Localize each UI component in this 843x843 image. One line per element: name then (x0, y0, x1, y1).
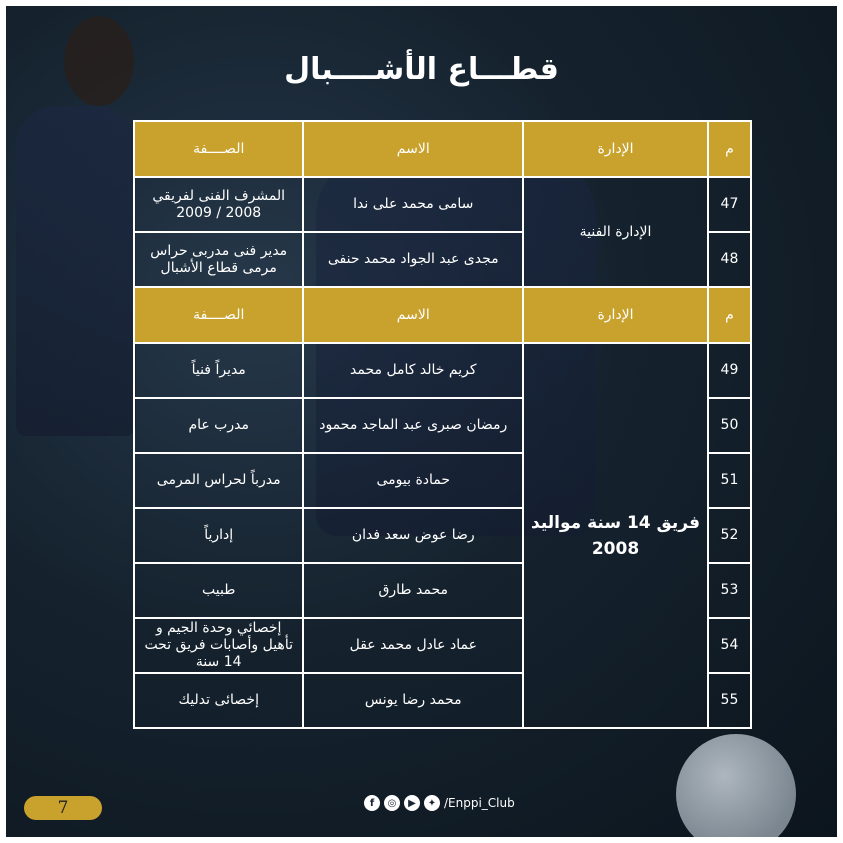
cell-m: 55 (708, 673, 751, 728)
table-header-row (134, 287, 751, 343)
background-player-image (16, 106, 136, 436)
cell-m: 48 (708, 232, 751, 287)
twitter-icon[interactable]: ✦ (424, 795, 440, 811)
cell-admin-team: فريق 14 سنة مواليد 2008 (523, 343, 708, 728)
social-links (364, 793, 515, 813)
cell-admin: الإدارة الفنية (523, 177, 708, 287)
header-role: الصــــفة (134, 287, 303, 343)
table-row (134, 177, 751, 232)
cell-name: رضا عوض سعد فدان (303, 508, 523, 563)
header-name: الاسم (303, 121, 523, 177)
header-name: الاسم (303, 287, 523, 343)
cell-name: محمد طارق (303, 563, 523, 618)
staff-table (133, 120, 752, 729)
cell-role: مدير فنى مدربى حراس مرمى قطاع الأشبال (134, 232, 303, 287)
cell-m: 51 (708, 453, 751, 508)
cell-role: مدرباً لحراس المرمى (134, 453, 303, 508)
cell-m: 47 (708, 177, 751, 232)
cell-m: 54 (708, 618, 751, 673)
cell-name: رمضان صبرى عبد الماجد محمود (303, 398, 523, 453)
cell-role: إدارياً (134, 508, 303, 563)
table-header-row (134, 121, 751, 177)
cell-role: مدرب عام (134, 398, 303, 453)
page-number-badge: 7 (24, 796, 102, 820)
cell-name: حمادة بيومى (303, 453, 523, 508)
header-admin: الإدارة (523, 121, 708, 177)
header-admin: الإدارة (523, 287, 708, 343)
header-m: م (708, 287, 751, 343)
header-m: م (708, 121, 751, 177)
social-handle[interactable]: /Enppi_Club (444, 796, 515, 810)
cell-name: كريم خالد كامل محمد (303, 343, 523, 398)
cell-name: سامى محمد على ندا (303, 177, 523, 232)
cell-role: طبيب (134, 563, 303, 618)
youtube-icon[interactable]: ▶ (404, 795, 420, 811)
football-image (676, 734, 796, 837)
cell-m: 50 (708, 398, 751, 453)
cell-m: 52 (708, 508, 751, 563)
cell-name: عماد عادل محمد عقل (303, 618, 523, 673)
cell-m: 53 (708, 563, 751, 618)
cell-role: المشرف الفنى لفريقي 2008 / 2009 (134, 177, 303, 232)
header-role: الصــــفة (134, 121, 303, 177)
page-title: قطـــاع الأشــــبال (284, 52, 559, 87)
cell-role: إخصائي وحدة الجيم و تأهيل وأصابات فريق تحت 14 سنة (134, 618, 303, 673)
cell-m: 49 (708, 343, 751, 398)
facebook-icon[interactable]: f (364, 795, 380, 811)
cell-name: محمد رضا يونس (303, 673, 523, 728)
cell-role: مديراً فنياً (134, 343, 303, 398)
table-row (134, 343, 751, 398)
cell-name: مجدى عبد الجواد محمد حنفى (303, 232, 523, 287)
cell-role: إخصائى تدليك (134, 673, 303, 728)
instagram-icon[interactable]: ◎ (384, 795, 400, 811)
